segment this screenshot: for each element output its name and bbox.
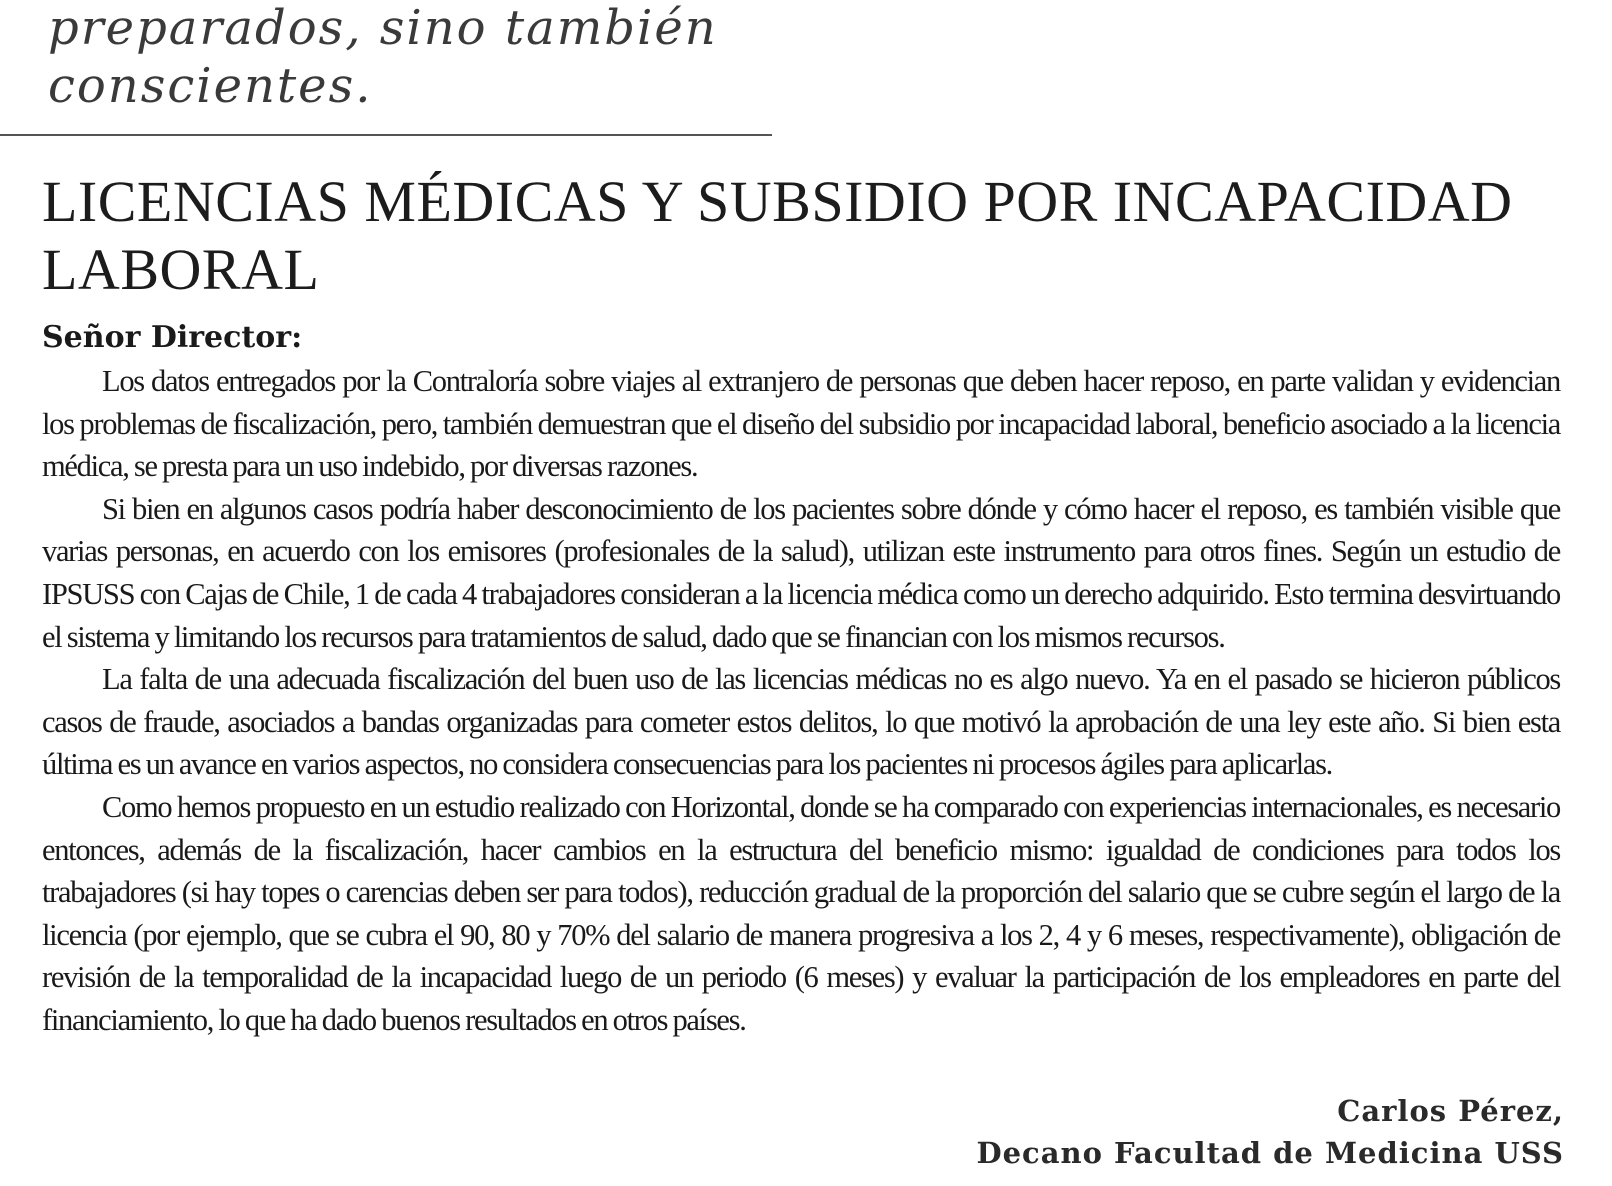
letter-signature: [976, 1090, 1564, 1174]
article-headline: LICENCIAS MÉDICAS Y SUBSIDIO POR INCAPACIDAD LABORAL: [42, 169, 1513, 302]
pull-quote-line-3: conscientes.: [48, 58, 373, 114]
paragraph-2: Si bien en algunos casos podría haber desconocimiento de los pacientes sobre dónde y cómo hacer el reposo, es también visible que varias personas, en acuerdo con los emisores (profesionales de la salud), utilizan este instrumento para otros fines. Según un estudio de IPSUSS con Cajas de Chile, 1 de cada 4 trabajadores consideran a la licencia médica como un derecho adquirido. Esto termina desvirtuando el sistema y limitando los recursos para tratamientos de salud, dado que se financian con los mismos recursos.: [42, 491, 1560, 654]
pull-quote: [48, 0, 788, 116]
letter-salutation: Señor Director:: [42, 320, 303, 355]
paragraph-3: La falta de una adecuada fiscalización del buen uso de las licencias médicas no es algo nuevo. Ya en el pasado se hicieron públicos casos de fraude, asociados a bandas organizadas para cometer estos delitos, lo que motivó la aprobación de una ley este año. Si bien esta última es un avance en varios aspectos, no considera consecuencias para los pacientes ni procesos ágiles para aplicarlas.: [42, 662, 1560, 782]
section-divider: [0, 134, 772, 136]
paragraph-4: Como hemos propuesto en un estudio realizado con Horizontal, donde se ha comparado con experiencias internacionales, es necesario entonces, además de la fiscalización, hacer cambios en la estructura del beneficio mismo: igualdad de condiciones para todos los trabajadores (si hay topes o carencias deben ser para todos), reducción gradual de la proporción del salario que se cubre según el largo de la licencia (por ejemplo, que se cubra el 90, 80 y 70% del salario de manera progresiva a los 2, 4 y 6 meses, respectivamente), obligación de revisión de la temporalidad de la incapacidad luego de un periodo (6 meses) y evaluar la participación de los empleadores en parte del financiamiento, lo que ha dado buenos resultados en otros países.: [42, 789, 1560, 1037]
signature-name: Carlos Pérez,: [1337, 1094, 1564, 1128]
signature-title: Decano Facultad de Medicina USS: [976, 1136, 1564, 1170]
paragraph-1: Los datos entregados por la Contraloría sobre viajes al extranjero de personas que deben hacer reposo, en parte validan y evidencian los problemas de fiscalización, pero, también demuestran que el diseño del subsidio por incapacidad laboral, beneficio asociado a la licencia médica, se presta para un uso indebido, por diversas razones.: [42, 364, 1560, 484]
letter-body: [42, 360, 1560, 1042]
pull-quote-line-2: preparados, sino también: [48, 0, 718, 56]
